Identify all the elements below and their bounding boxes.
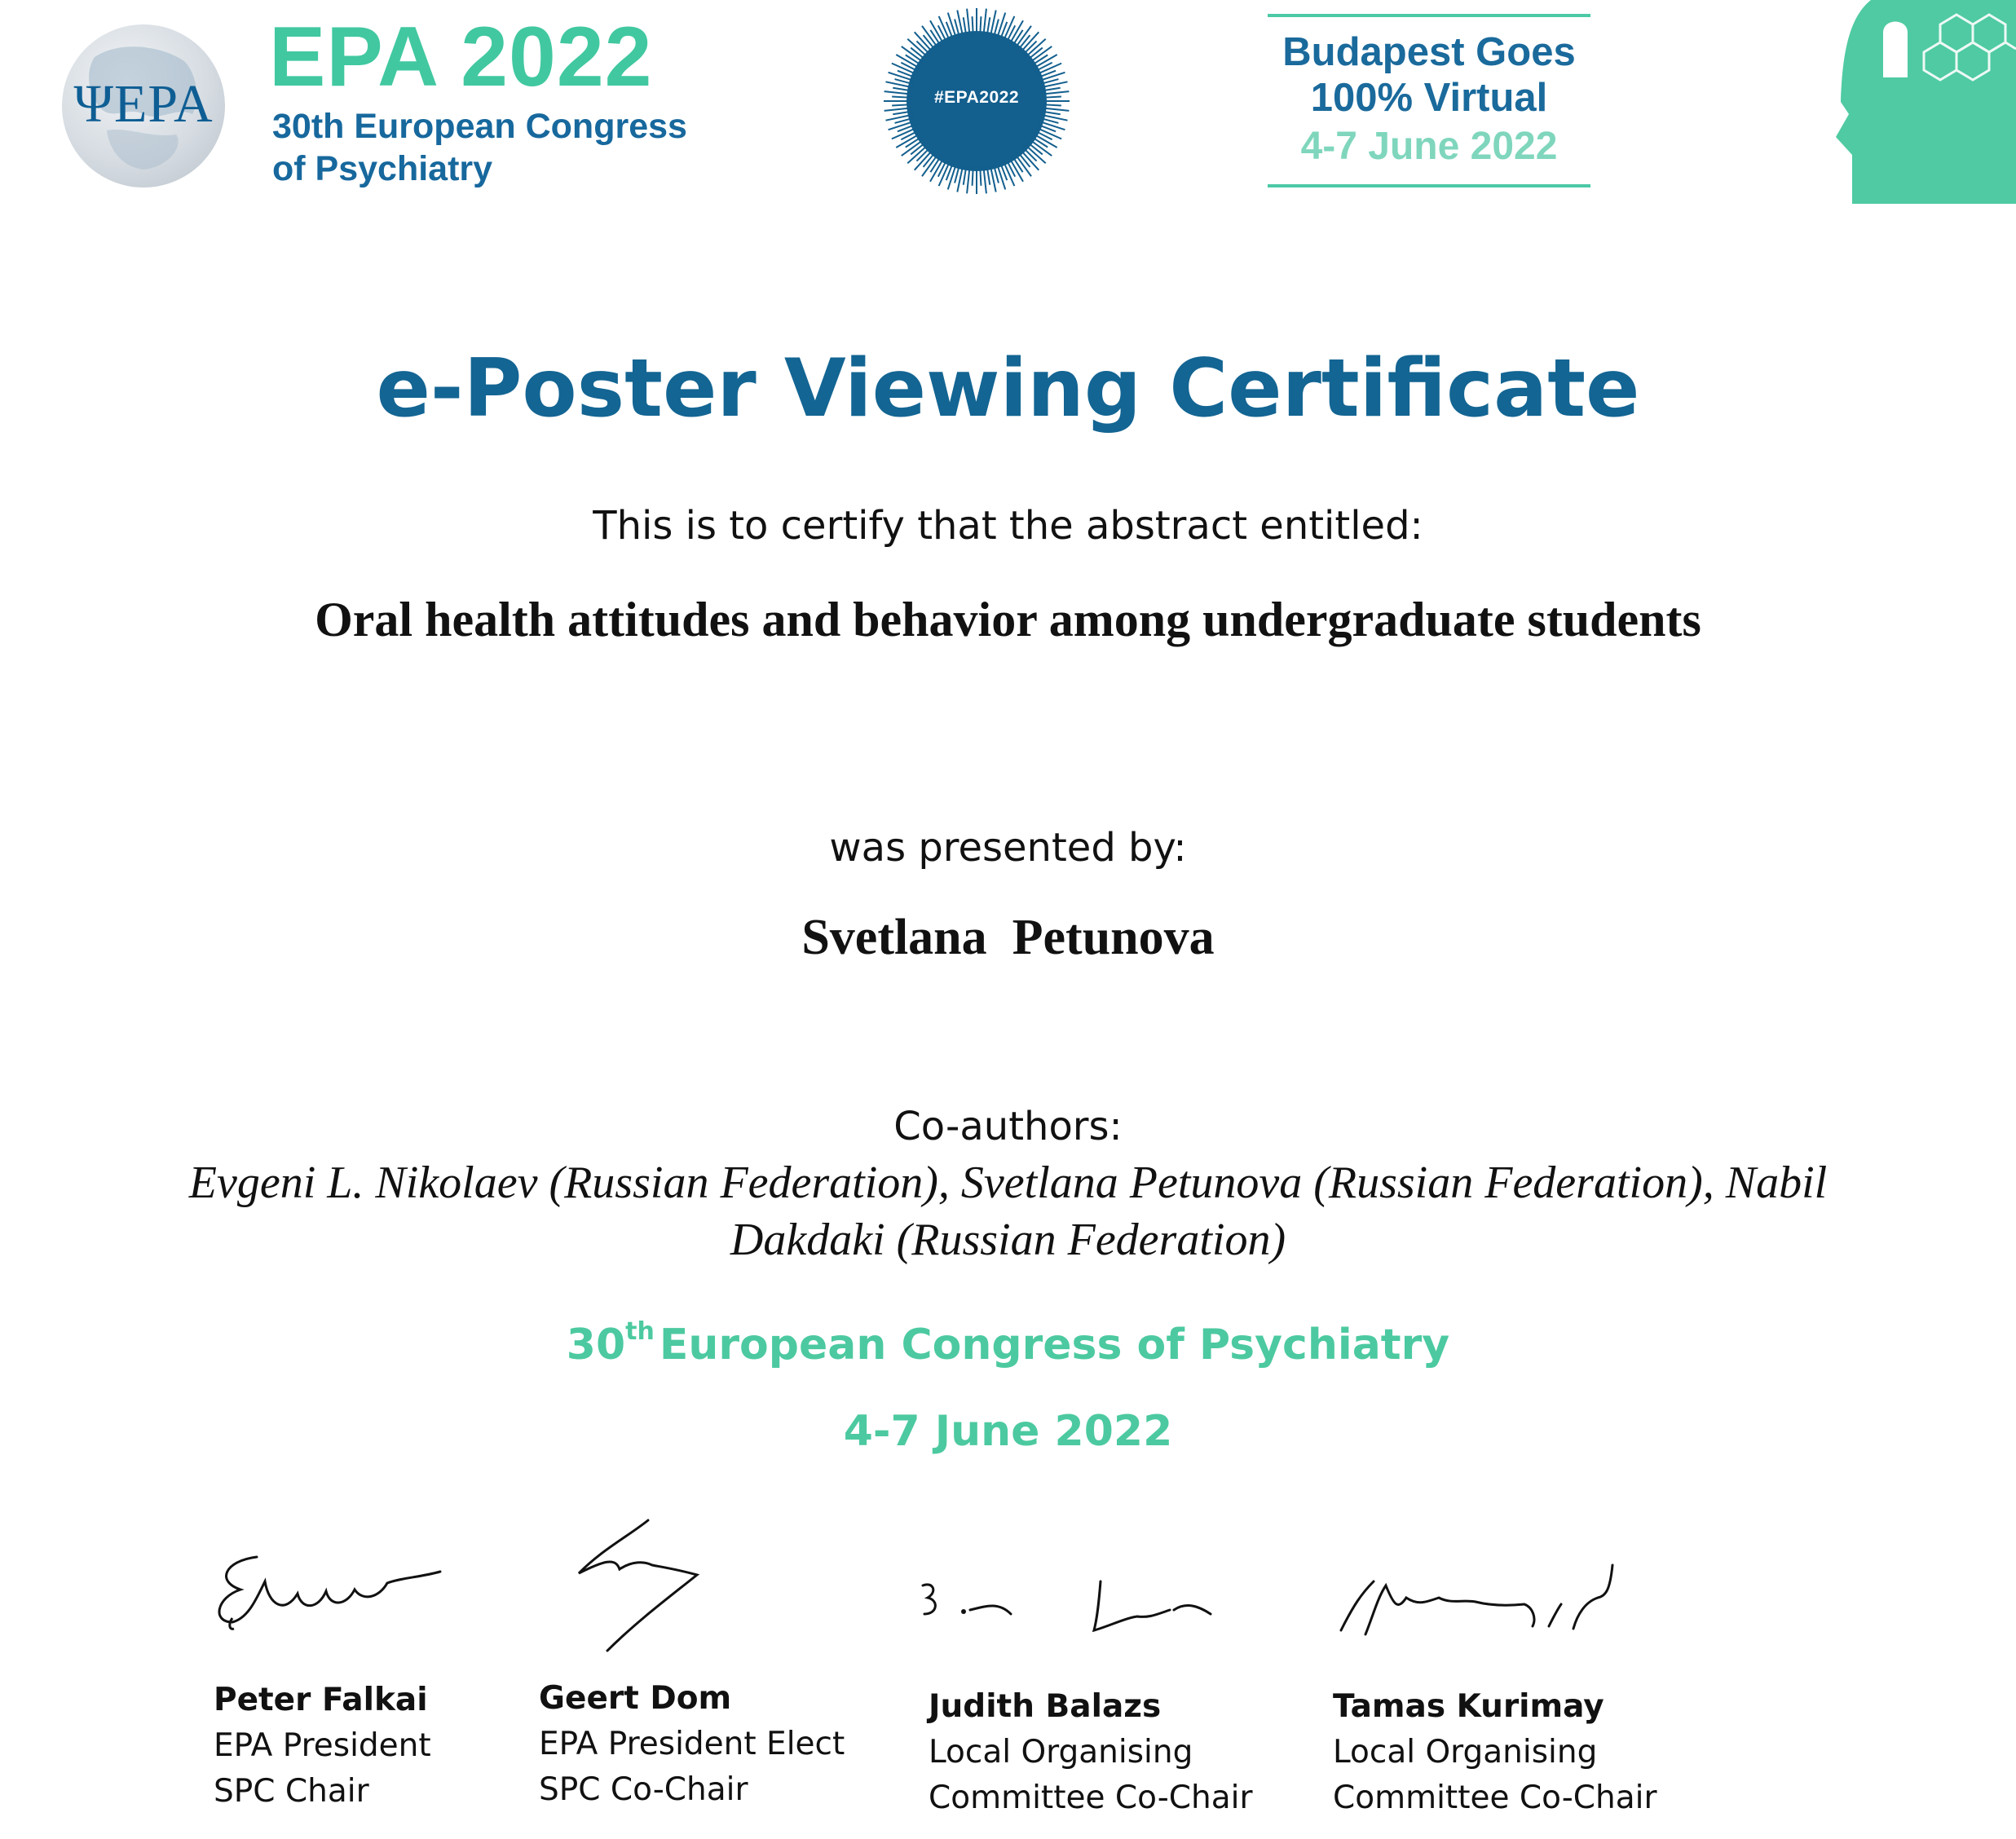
signatory-name: Peter Falkai bbox=[214, 1682, 428, 1718]
signatory-4 bbox=[1333, 1684, 1656, 1821]
epa-year-heading: EPA 2022 bbox=[269, 10, 653, 104]
signatory-role: Committee Co-Chair bbox=[929, 1779, 1253, 1816]
signature-peter-falkai bbox=[208, 1532, 452, 1647]
signatory-role: EPA President bbox=[214, 1727, 431, 1764]
presented-by-label: was presented by: bbox=[829, 825, 1187, 871]
congress-name bbox=[0, 1317, 2016, 1369]
signatory-role: SPC Chair bbox=[214, 1773, 369, 1810]
presenter-name: Svetlana Petunova bbox=[801, 910, 1215, 965]
burst-ray bbox=[889, 73, 915, 82]
burst-ray bbox=[997, 13, 1006, 39]
signatory-2 bbox=[539, 1676, 845, 1813]
congress-title: European Congress of Psychiatry bbox=[659, 1321, 1450, 1369]
signature-geert-dom bbox=[571, 1516, 709, 1655]
signatory-name: Geert Dom bbox=[539, 1680, 732, 1717]
signatory-role: EPA President Elect bbox=[539, 1726, 845, 1762]
budapest-line2: 100% Virtual bbox=[1310, 76, 1548, 120]
hashtag-label: #EPA2022 bbox=[933, 88, 1020, 107]
signatory-role: Committee Co-Chair bbox=[1333, 1779, 1657, 1816]
congress-dates: 4-7 June 2022 bbox=[843, 1407, 1173, 1456]
epa-congress-line2: of Psychiatry bbox=[272, 149, 493, 188]
budapest-dates: 4-7 June 2022 bbox=[1300, 125, 1558, 168]
signatory-role: Local Organising bbox=[929, 1734, 1193, 1771]
signatory-name: Judith Balazs bbox=[929, 1688, 1162, 1725]
epa-logo-text: ΨEPA bbox=[73, 74, 214, 134]
head-profile-logo bbox=[1834, 0, 2016, 204]
congress-ordinal-suffix: th bbox=[625, 1317, 655, 1346]
certify-intro: This is to certify that the abstract entitled: bbox=[593, 503, 1423, 549]
burst-ray bbox=[997, 163, 1006, 189]
congress-ordinal: 30 bbox=[566, 1321, 626, 1369]
burst-ray bbox=[948, 13, 957, 39]
burst-ray bbox=[1039, 121, 1065, 130]
signature-tamas-kurimay bbox=[1329, 1549, 1622, 1655]
abstract-title: Oral health attitudes and behavior among undergraduate students bbox=[315, 593, 1701, 646]
coauthors-list: Evgeni L. Nikolaev (Russian Federation), Svetlana Petunova (Russian Federation), Nabil Dakdaki (Russian Federation) bbox=[188, 1158, 1828, 1265]
signatory-3 bbox=[929, 1684, 1252, 1821]
budapest-bottom-rule bbox=[1268, 184, 1590, 187]
burst-ray bbox=[980, 16, 981, 36]
burst-ray bbox=[1039, 73, 1065, 82]
budapest-line1: Budapest Goes bbox=[1282, 30, 1576, 74]
coauthors-label: Co-authors: bbox=[893, 1104, 1123, 1149]
signatory-role: Local Organising bbox=[1333, 1734, 1598, 1771]
epa-globe-logo bbox=[62, 24, 225, 187]
signature-judith-balazs bbox=[905, 1569, 1215, 1651]
signatory-1 bbox=[214, 1678, 431, 1815]
burst-ray bbox=[948, 163, 957, 189]
signatory-name: Tamas Kurimay bbox=[1333, 1688, 1604, 1725]
signatory-role: SPC Co-Chair bbox=[539, 1771, 748, 1808]
burst-ray bbox=[889, 121, 915, 130]
certificate-title: e-Poster Viewing Certificate bbox=[376, 342, 1640, 435]
budapest-top-rule bbox=[1268, 14, 1590, 17]
epa-congress-line1: 30th European Congress bbox=[272, 107, 687, 146]
burst-ray bbox=[980, 166, 981, 186]
